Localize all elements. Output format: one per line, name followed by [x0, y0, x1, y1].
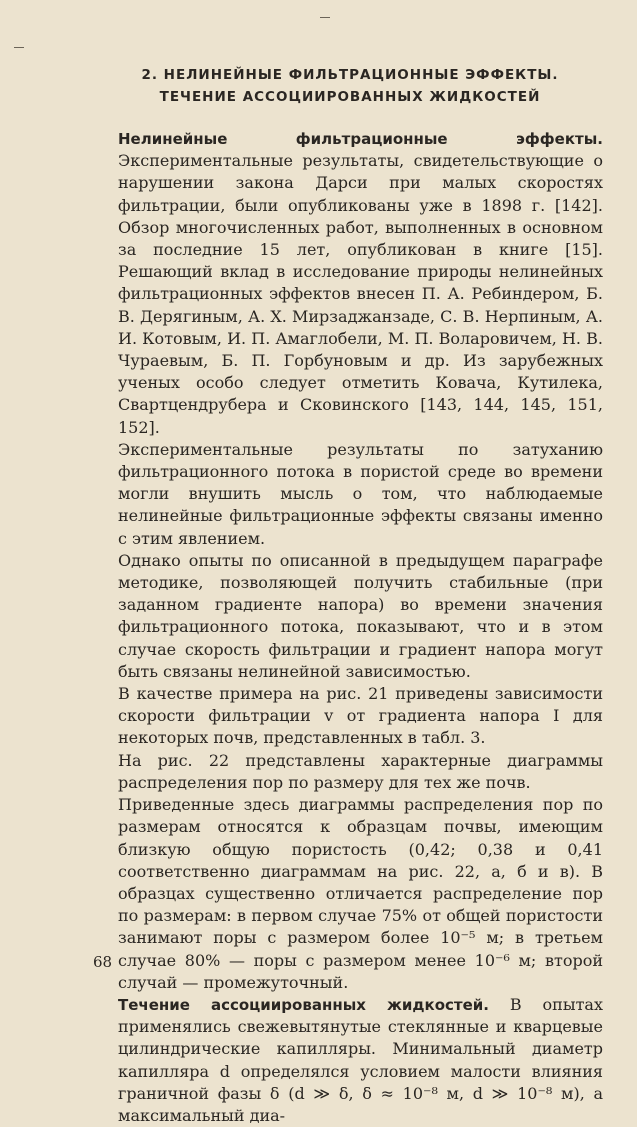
margin-mark: [14, 47, 24, 48]
margin-mark: [320, 17, 330, 18]
paragraph: [118, 994, 603, 1127]
body-text: [118, 128, 603, 1127]
paragraph-text: Экспериментальные результаты по затуханию фильтрационного потока в пористой среде во времени могли внушить мысль о том, что наблюдаемые нелинейные фильтрационные эффекты связаны именно с этим явлением.: [118, 439, 603, 548]
paragraph-text: В опытах применялись свежевытянутые стеклянные и кварцевые цилиндрические капилляры. Минимальный диаметр капилляра d определялся условием малости влияния граничной фазы δ (d ≫ δ, δ ≈ 10⁻⁸ м, d ≫ 10⁻⁸ м), а максимальный диа-: [118, 994, 603, 1125]
paragraph: [118, 550, 603, 683]
section-heading: [100, 64, 600, 108]
heading-line-2: ТЕЧЕНИЕ АССОЦИИРОВАННЫХ ЖИДКОСТЕЙ: [159, 89, 541, 105]
paragraph: [118, 683, 603, 750]
heading-line-1: 2. НЕЛИНЕЙНЫЕ ФИЛЬТРАЦИОННЫЕ ЭФФЕКТЫ.: [141, 67, 559, 83]
paragraph-text: В качестве примера на рис. 21 приведены зависимости скорости фильтрации v от градиента напора I для некоторых почв, представленных в табл. 3.: [118, 684, 603, 748]
paragraph-text: Экспериментальные результаты, свидетельствующие о нарушении закона Дарси при малых скоростях фильтрации, были опубликованы уже в 1898 г. [142]. Обзор многочисленных работ, выполненных в основном за последние 15 лет, опубликован в книге [15]. Решающий вклад в исследование природы нелинейных фильтрационных эффектов внесен П. А. Ребиндером, Б. В. Дерягиным, А. Х. Мирзаджанзаде, С. В. Нерпиным, А. И. Котовым, И. П. Амаглобели, М. П. Воларовичем, Н. В. Чураевым, Б. П. Горбуновым и др. Из зарубежных ученых особо следует отметить Ковача, Кутилека, Свартцендрубера и Сковинского [143, 144, 145, 151, 152].: [118, 151, 603, 437]
paragraph-lead: Течение ассоциированных жидкостей.: [118, 995, 489, 1014]
paragraph-text: Однако опыты по описанной в предыдущем параграфе методике, позволяющей получить стабильные (при заданном градиенте напора) во времени значения фильтрационного потока, показывают, что и в этом случае скорость фильтрации и градиент напора могут быть связаны нелинейной зависимостью.: [118, 550, 603, 681]
paragraph: [118, 750, 603, 794]
paragraph: [118, 439, 603, 550]
paragraph: [118, 794, 603, 994]
page-number: 68: [93, 953, 113, 971]
paragraph: [118, 128, 603, 439]
paragraph-text: Приведенные здесь диаграммы распределения пор по размерам относятся к образцам почвы, имеющим близкую общую пористость (0,42; 0,38 и 0,41 соответственно диаграммам на рис. 22, а, б и в). В образцах существенно отличается распределение пор по размерам: в первом случае 75% от общей пористости занимают поры с размером более 10⁻⁵ м; в третьем случае 80% — поры с размером менее 10⁻⁶ м; второй случай — промежуточный.: [118, 795, 603, 992]
paragraph-text: На рис. 22 представлены характерные диаграммы распределения пор по размеру для тех же почв.: [118, 750, 603, 792]
paragraph-lead: Нелинейные фильтрационные эффекты.: [118, 130, 603, 148]
